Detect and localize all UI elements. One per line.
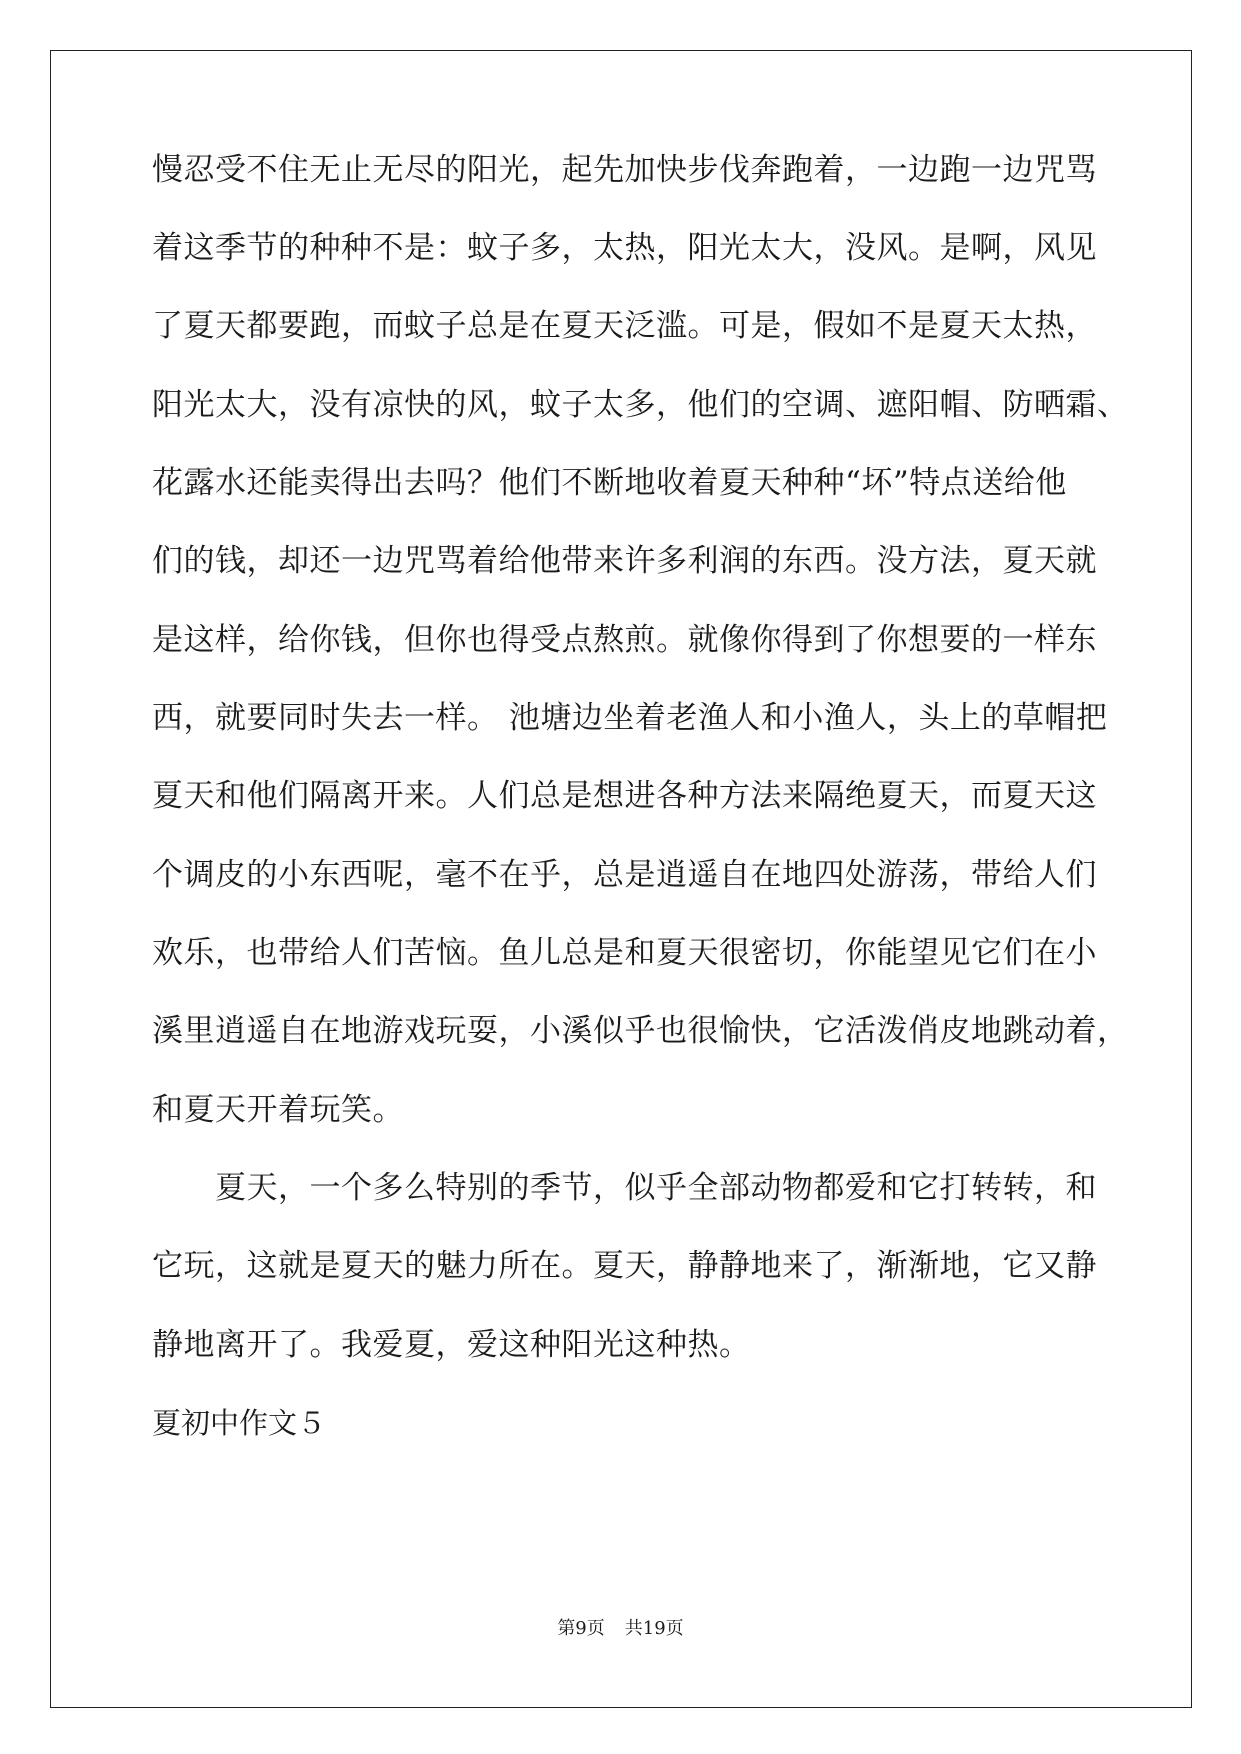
page-total: 共19页 (624, 1618, 684, 1639)
text-line: 阳光太大，没有凉快的风，蚊子太多，他们的空调、遮阳帽、防晒霜、 (152, 387, 1129, 423)
text-line: 慢忍受不住无止无尽的阳光，起先加快步伐奔跑着，一边跑一边咒骂 (152, 152, 1097, 188)
text-line: 和夏天开着玩笑。 (152, 1092, 404, 1128)
text-line: 夏天和他们隔离开来。人们总是想进各种方法来隔绝夏天，而夏天这 (152, 778, 1097, 814)
text-line: 夏天，一个多么特别的季节，似乎全部动物都爱和它打转转，和 (215, 1170, 1097, 1206)
text-line: 们的钱，却还一边咒骂着给他带来许多利润的东西。没方法，夏天就 (152, 543, 1097, 579)
text-line: 溪里逍遥自在地游戏玩耍，小溪似乎也很愉快，它活泼俏皮地跳动着， (152, 1013, 1129, 1049)
text-line: 着这季节的种种不是：蚊子多，太热，阳光太大，没风。是啊，风见 (152, 230, 1097, 266)
text-line: 欢乐，也带给人们苦恼。鱼儿总是和夏天很密切，你能望见它们在小 (152, 935, 1097, 971)
text-line: 它玩，这就是夏天的魅力所在。夏天，静静地来了，渐渐地，它又静 (152, 1248, 1097, 1284)
text-line: 花露水还能卖得出去吗？他们不断地收着夏天种种“坏”特点送给他 (152, 465, 1067, 501)
text-line: 是这样，给你钱，但你也得受点熬煎。就像你得到了你想要的一样东 (152, 622, 1097, 658)
page-number: 第9页 (557, 1618, 605, 1639)
page-footer (0, 1617, 1241, 1641)
text-line: 了夏天都要跑，而蚊子总是在夏天泛滥。可是，假如不是夏天太热， (152, 308, 1097, 344)
text-line: 静地离开了。我爱夏，爱这种阳光这种热。 (152, 1327, 751, 1363)
section-heading: 夏初中作文５ (152, 1406, 327, 1440)
text-line: 个调皮的小东西呢，毫不在乎，总是逍遥自在地四处游荡，带给人们 (152, 857, 1097, 893)
text-line: 西，就要同时失去一样。 池塘边坐着老渔人和小渔人，头上的草帽把 (152, 700, 1108, 736)
